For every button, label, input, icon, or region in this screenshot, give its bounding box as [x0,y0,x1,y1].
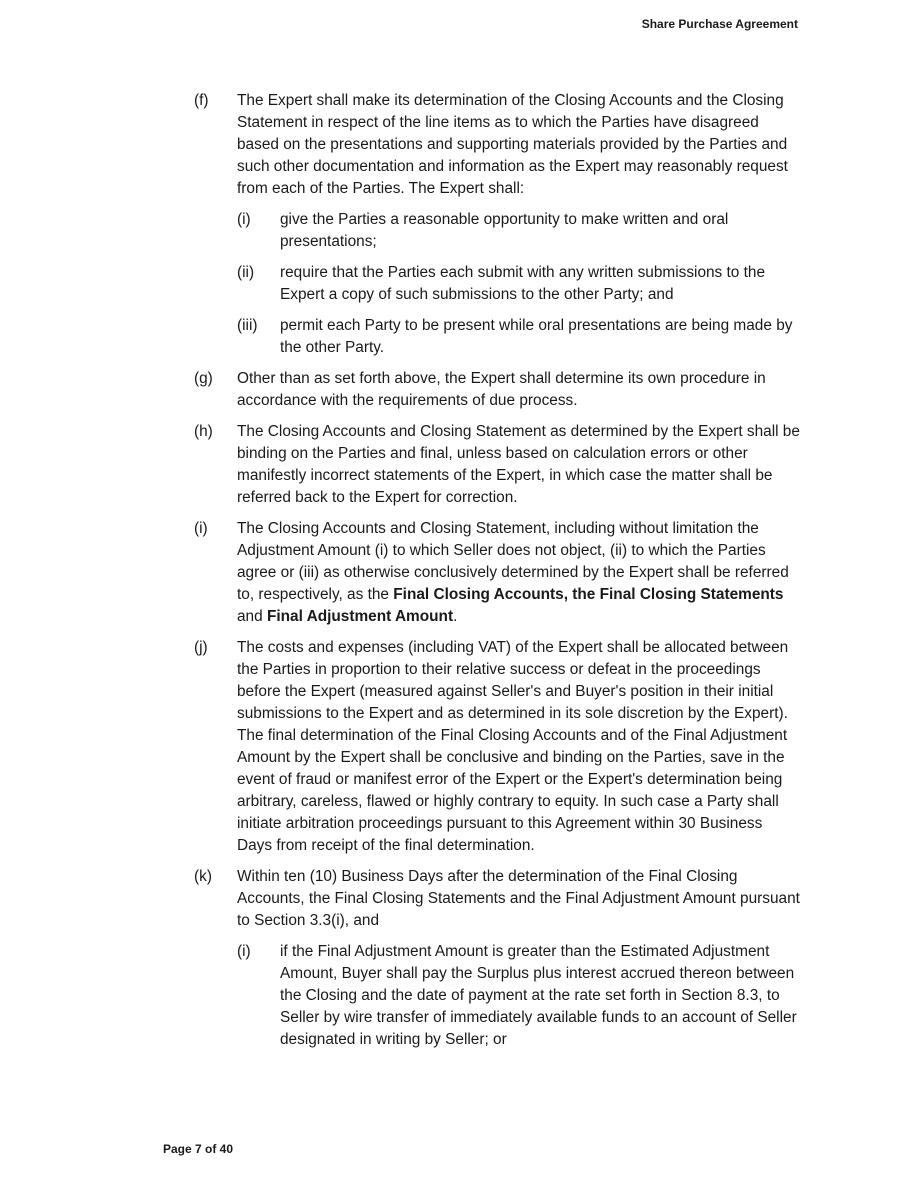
clause-i [194,518,800,628]
subclause-text: if the Final Adjustment Amount is greater than the Estimated Adjustment Amount, Buyer shall pay the Surplus plus interest accrued thereon between the Closing and the date of payment at the rate set forth in Section 8.3, to Seller by wire transfer of immediately available funds to an account of Seller designated in writing by Seller; or [280,943,797,1048]
subclause-text: give the Parties a reasonable opportunity to make written and oral presentations; [280,211,729,250]
clause-text: The Closing Accounts and Closing Statement as determined by the Expert shall be binding on the Parties and final, unless based on calculation errors or other manifestly incorrect statements of the Expert, in which case the matter shall be referred back to the Expert for correction. [237,423,800,506]
subclause-text: permit each Party to be present while oral presentations are being made by the other Party. [280,317,793,356]
clause-f-item-i [237,209,800,253]
clause-label: (k) [194,868,212,885]
clause-g [194,368,800,412]
clause-j [194,637,800,857]
clause-text: Other than as set forth above, the Expert shall determine its own procedure in accordance with the requirements of due process. [237,370,766,409]
defined-term-final-closing: Final Closing Accounts, the Final Closing Statements [393,586,784,603]
clause-k [194,866,800,932]
clause-label: (i) [194,520,208,537]
clause-label: (f) [194,92,209,109]
clause-text [237,518,800,628]
clause-text: The Expert shall make its determination of the Closing Accounts and the Closing Statement in respect of the line items as to which the Parties have disagreed based on the presentations and supporting materials provided by the Parties and such other documentation and information as the Expert may reasonably request from each of the Parties. The Expert shall: [237,92,788,197]
clause-f-item-ii [237,262,800,306]
clause-text: Within ten (10) Business Days after the determination of the Final Closing Accounts, the Final Closing Statements and the Final Adjustment Amount pursuant to Section 3.3(i), and [237,868,800,929]
subclause-label: (iii) [237,317,258,334]
clause-text-part: and [237,608,267,625]
clause-text-part: The Closing Accounts and Closing Statement, including without limitation the Adjustment Amount (i) to which Seller does not object, (ii) to which the Parties agree or (iii) as otherwise conclusively determined by the Expert shall be referred to, respectively, as the [237,520,789,603]
clause-k-item-i [237,941,800,1051]
subclause-label: (i) [237,211,251,228]
subclause-label: (i) [237,943,251,960]
clause-text-part: . [453,608,458,625]
clause-label: (h) [194,423,213,440]
clause-f-item-iii [237,315,800,359]
clause-label: (g) [194,370,213,387]
page-number: Page 7 of 40 [163,1142,234,1156]
clause-label: (j) [194,639,208,656]
clause-f [194,90,800,200]
document-header-title: Share Purchase Agreement [641,17,798,31]
subclause-text: require that the Parties each submit with any written submissions to the Expert a copy of such submissions to the other Party; and [280,264,766,303]
clause-text: The costs and expenses (including VAT) of the Expert shall be allocated between the Parties in proportion to their relative success or defeat in the proceedings before the Expert (measured against Seller's and Buyer's position in their initial submissions to the Expert and as determined in its sole discretion by the Expert). The final determination of the Final Closing Accounts and of the Final Adjustment Amount by the Expert shall be conclusive and binding on the Parties, save in the event of fraud or manifest error of the Expert or the Expert's determination being arbitrary, careless, flawed or highly contrary to equity. In such case a Party shall initiate arbitration proceedings pursuant to this Agreement within 30 Business Days from receipt of the final determination. [237,639,789,854]
defined-term-final-adjustment-amount: Final Adjustment Amount [266,608,454,625]
subclause-label: (ii) [237,264,255,281]
clause-h [194,421,800,509]
document-body [194,90,800,1060]
